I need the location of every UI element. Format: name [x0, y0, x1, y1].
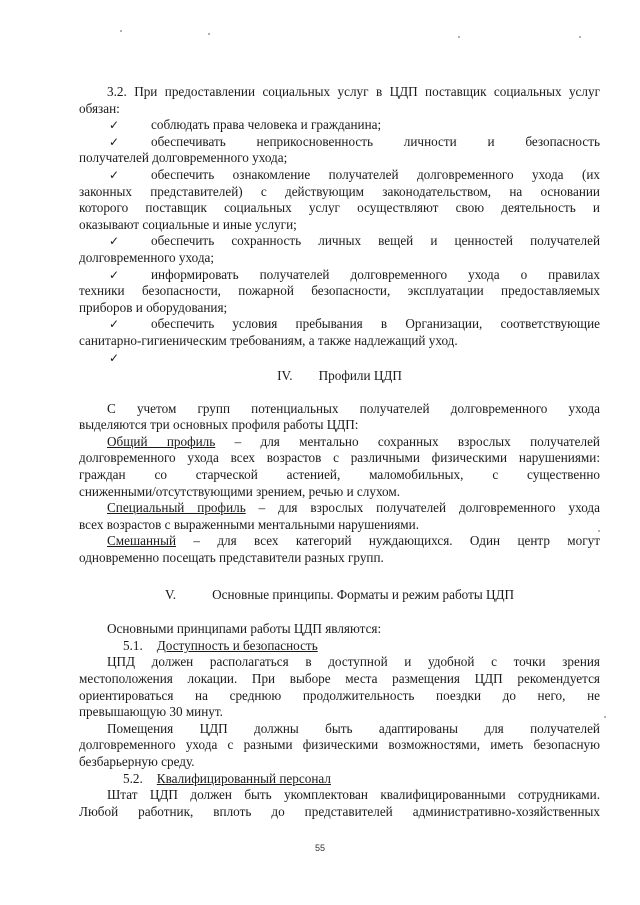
obligation-item: [79, 233, 600, 266]
obligation-item: [79, 267, 600, 317]
paragraph: Штат ЦДП должен быть укомплектован квалифицированными сотрудниками.: [107, 787, 600, 803]
profile-term: Специальный профиль: [107, 500, 246, 516]
obligation-text: приборов и оборудования;: [79, 299, 228, 315]
obligation-text: обеспечить ознакомление получателей долговременного ухода (их: [151, 166, 600, 182]
obligation-item: [79, 316, 600, 349]
profile-mixed-text: одновременно посещать представители разных групп.: [79, 550, 384, 566]
obligation-text: законных представителей) с действующим законодательством, на основании: [79, 183, 600, 199]
document-page: [79, 84, 600, 820]
section-3-2-intro: 3.2. При предоставлении социальных услуг в ЦДП поставщик социальных услуг обязан:: [79, 84, 600, 116]
obligation-text: которого поставщик социальных услуг осуществляют свою деятельность и: [79, 200, 600, 216]
obligation-text: санитарно-гигиеническим требованиям, а также надлежащий уход.: [79, 332, 458, 348]
scan-speck: [120, 30, 122, 32]
obligation-text: соблюдать права человека и гражданина;: [151, 117, 382, 133]
obligation-item: [79, 117, 600, 134]
scan-speck: [208, 33, 210, 35]
profile-general-text: долговременного ухода всех возрастов с различными физическими нарушениями:: [79, 450, 600, 466]
scan-speck: [604, 716, 606, 718]
section-title: Профили ЦДП: [318, 368, 402, 384]
obligation-text: обеспечивать неприкосновенность личности и безопасность: [151, 133, 600, 149]
paragraph: Любой работник, вплоть до представителей административно-хозяйственных: [79, 803, 600, 819]
profiles-intro: выделяются три основных профиля работы ЦДП:: [79, 417, 359, 433]
subsection-5-2-heading: 5.2. Квалифицированный персонал: [123, 770, 331, 786]
obligation-text: обеспечить условия пребывания в Организации, соответствующие: [151, 316, 600, 332]
section-title: Основные принципы. Форматы и режим работы ЦДП: [212, 586, 515, 602]
checkmark-icon: ✓: [109, 317, 120, 332]
profiles-intro: С учетом групп потенциальных получателей долговременного ухода: [107, 400, 600, 416]
section-5-heading: [79, 587, 600, 604]
paragraph: Помещения ЦДП должны быть адаптированы для получателей: [107, 720, 600, 736]
paragraph: превышающую 30 минут.: [79, 704, 223, 720]
paragraph: ЦПД должен располагаться в доступной и удобной с точки зрения: [107, 654, 600, 670]
obligation-text: долговременного ухода;: [79, 249, 215, 265]
profile-special: Специальный профиль – для взрослых получателей долговременного ухода: [107, 500, 600, 516]
page-number: 55: [314, 843, 325, 853]
obligation-text: информировать получателей долговременного ухода о правилах: [151, 266, 600, 282]
obligation-text: получателей долговременного ухода;: [79, 150, 288, 166]
checkmark-icon: ✓: [109, 134, 120, 149]
obligation-text: техники безопасности, пожарной безопасности, эксплуатации предоставляемых: [79, 283, 600, 299]
subsection-5-1-heading: 5.1. Доступность и безопасность: [123, 637, 318, 653]
profile-general: Общий профиль – для ментально сохранных взрослых получателей: [107, 433, 600, 449]
checkmark-icon: ✓: [109, 350, 120, 365]
checkmark-icon: ✓: [109, 167, 120, 182]
profile-general-text: граждан со старческой астенией, маломобильных, с существенно: [79, 467, 600, 483]
paragraph: местоположения локации. При выборе места размещения ЦДП рекомендуется: [79, 671, 600, 686]
paragraph: безбарьерную среду.: [79, 753, 195, 769]
profile-general-text: сниженными/отсутствующими зрением, речью и слухом.: [79, 483, 401, 499]
checkmark-icon: ✓: [109, 267, 120, 282]
obligation-text: обеспечить сохранность личных вещей и ценностей получателей: [151, 233, 600, 249]
profile-term: Смешанный: [107, 533, 177, 549]
profile-mixed: Смешанный – для всех категорий нуждающихся. Один центр могут: [107, 533, 600, 549]
section-number: IV.: [277, 368, 293, 384]
section-4-heading: [79, 368, 600, 385]
paragraph: долговременного ухода с разными физическими возможностями, иметь безопасную: [79, 737, 600, 753]
obligation-item-empty: [79, 350, 600, 367]
scan-speck: [458, 36, 460, 38]
checkmark-icon: ✓: [109, 118, 120, 133]
profile-special-text: всех возрастов с выраженными ментальными нарушениями.: [79, 516, 420, 532]
obligation-item: [79, 167, 600, 233]
paragraph: ориентироваться на среднюю продолжительность поездки до него, не: [79, 687, 600, 703]
scan-speck: [579, 36, 581, 38]
profile-term: Общий профиль: [107, 433, 216, 449]
checkmark-icon: ✓: [109, 234, 120, 249]
principles-intro: Основными принципами работы ЦДП являются:: [107, 621, 382, 637]
obligation-item: [79, 134, 600, 167]
obligation-text: оказывают социальные и иные услуги;: [79, 216, 297, 232]
section-number: V.: [164, 586, 177, 602]
